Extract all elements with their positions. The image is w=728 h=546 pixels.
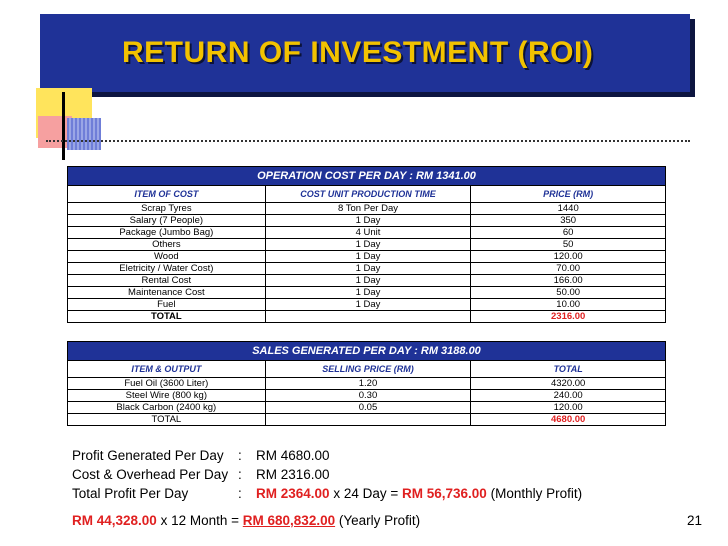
sales-table [67, 341, 666, 426]
cell-item: Black Carbon (2400 kg) [68, 402, 266, 414]
page-number: 21 [687, 513, 703, 528]
colon: : [238, 467, 242, 482]
yearly-base: RM 44,328.00 [72, 513, 157, 528]
colon: : [238, 486, 242, 501]
table-row [68, 275, 666, 287]
profit-value: RM 4680.00 [256, 448, 330, 463]
slide-title: RETURN OF INVESTMENT (ROI) [122, 36, 594, 69]
profit-summary [72, 446, 582, 503]
cell-item: Others [68, 239, 266, 251]
table-row [68, 402, 666, 414]
total-row [68, 414, 666, 426]
table-row [68, 263, 666, 275]
yearly-multiplier: x 12 Month = [160, 513, 240, 528]
cell-price: 70.00 [471, 263, 666, 275]
total-label: TOTAL [68, 311, 266, 323]
cell-price: 0.30 [265, 390, 471, 402]
title-banner [40, 14, 690, 92]
cell-price: 120.00 [471, 251, 666, 263]
cell-time: 4 Unit [265, 227, 471, 239]
column-header: ITEM & OUTPUT [68, 361, 266, 378]
table-row [68, 203, 666, 215]
cost-label: Cost & Overhead Per Day [72, 467, 229, 482]
column-header: ITEM OF COST [68, 186, 266, 203]
days-text: x 24 Day = [333, 486, 399, 501]
cell-time: 1 Day [265, 287, 471, 299]
decor-dotted-line [46, 140, 690, 142]
cell-time: 8 Ton Per Day [265, 203, 471, 215]
sales-header: SALES GENERATED PER DAY : RM 3188.00 [68, 342, 666, 361]
total-row [68, 311, 666, 323]
table-row [68, 227, 666, 239]
total-empty [265, 414, 471, 426]
yearly-profit-value: RM 680,832.00 [242, 513, 336, 528]
yearly-note: (Yearly Profit) [338, 513, 421, 528]
cell-time: 1 Day [265, 215, 471, 227]
cell-time: 1 Day [265, 299, 471, 311]
table-row [68, 251, 666, 263]
yearly-summary [72, 513, 420, 528]
cell-item: Salary (7 People) [68, 215, 266, 227]
cell-price: 50 [471, 239, 666, 251]
total-profit-label: Total Profit Per Day [72, 486, 189, 501]
cell-price: 1.20 [265, 378, 471, 390]
cell-total: 240.00 [471, 390, 666, 402]
cell-item: Eletricity / Water Cost) [68, 263, 266, 275]
cell-item: Fuel Oil (3600 Liter) [68, 378, 266, 390]
cell-time: 1 Day [265, 263, 471, 275]
monthly-profit-value: RM 56,736.00 [402, 486, 487, 501]
cell-price: 60 [471, 227, 666, 239]
cell-price: 166.00 [471, 275, 666, 287]
cell-price: 1440 [471, 203, 666, 215]
colon: : [238, 448, 242, 463]
decor-vertical-line [62, 92, 65, 160]
column-header: TOTAL [471, 361, 666, 378]
total-empty [265, 311, 471, 323]
column-header: SELLING PRICE (RM) [265, 361, 471, 378]
cell-time: 1 Day [265, 239, 471, 251]
summary-row-total [72, 484, 582, 503]
total-profit-value: RM 2364.00 [256, 486, 330, 501]
summary-row-profit [72, 446, 582, 465]
cell-time: 1 Day [265, 251, 471, 263]
cell-price: 50.00 [471, 287, 666, 299]
table-row [68, 390, 666, 402]
table-row [68, 239, 666, 251]
cell-item: Package (Jumbo Bag) [68, 227, 266, 239]
cell-price: 0.05 [265, 402, 471, 414]
cell-item: Maintenance Cost [68, 287, 266, 299]
total-label: TOTAL [68, 414, 266, 426]
operation-cost-header: OPERATION COST PER DAY : RM 1341.00 [68, 167, 666, 186]
cost-value: RM 2316.00 [256, 467, 330, 482]
cell-item: Scrap Tyres [68, 203, 266, 215]
column-header: COST UNIT PRODUCTION TIME [265, 186, 471, 203]
cell-item: Wood [68, 251, 266, 263]
operation-cost-table [67, 166, 666, 323]
cell-total: 4320.00 [471, 378, 666, 390]
cell-price: 10.00 [471, 299, 666, 311]
table-row [68, 299, 666, 311]
cell-total: 120.00 [471, 402, 666, 414]
summary-row-cost [72, 465, 582, 484]
cell-item: Fuel [68, 299, 266, 311]
cell-price: 350 [471, 215, 666, 227]
decor-blue-square [67, 118, 101, 150]
monthly-note: (Monthly Profit) [490, 486, 583, 501]
column-header: PRICE (RM) [471, 186, 666, 203]
total-value: 4680.00 [471, 414, 666, 426]
table-row [68, 378, 666, 390]
cell-time: 1 Day [265, 275, 471, 287]
profit-label: Profit Generated Per Day [72, 448, 224, 463]
table-row [68, 287, 666, 299]
total-value: 2316.00 [471, 311, 666, 323]
cell-item: Rental Cost [68, 275, 266, 287]
cell-item: Steel Wire (800 kg) [68, 390, 266, 402]
table-row [68, 215, 666, 227]
